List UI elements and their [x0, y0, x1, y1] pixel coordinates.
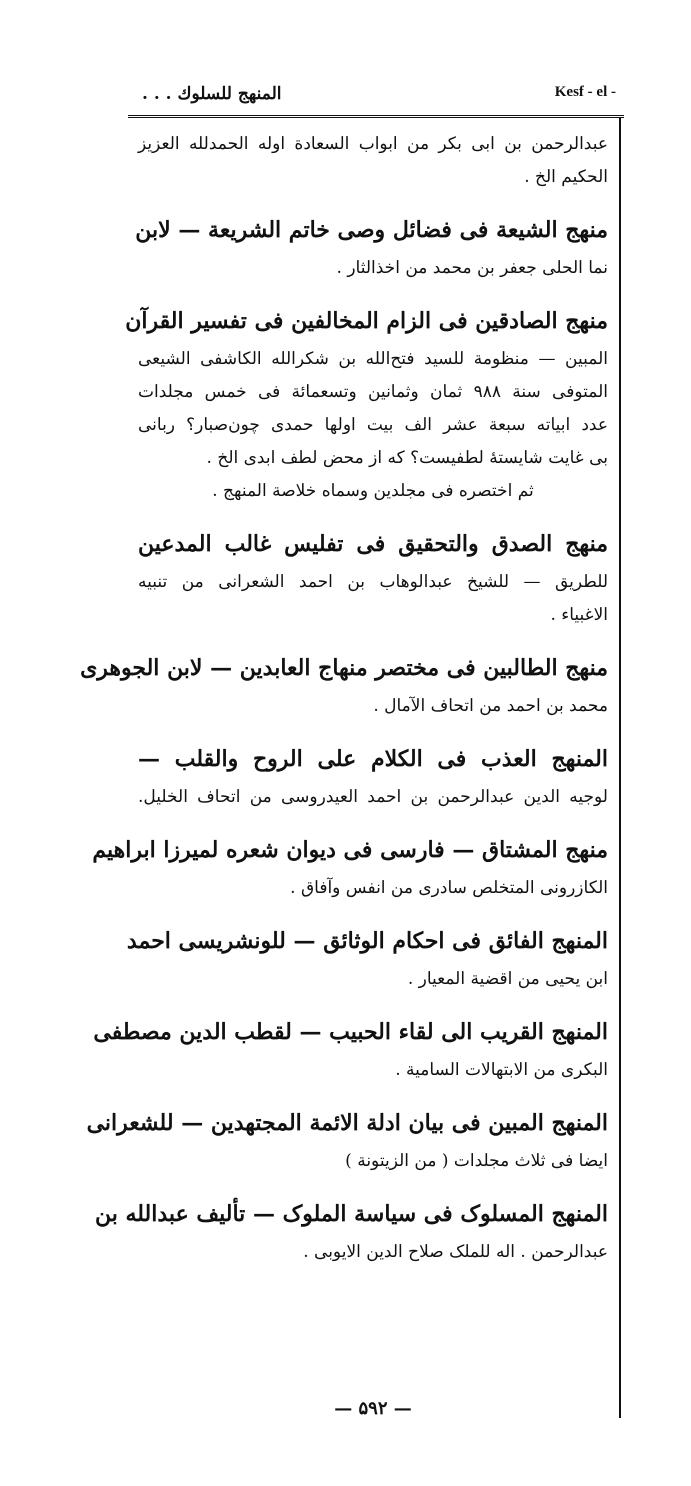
entry-text-line: ثم اختصره فی مجلدین وسماه خلاصة المنهج . — [212, 481, 534, 501]
bibliography-entry — [94, 1192, 608, 1269]
entry-text-line: نما الحلی جعفر بن محمد من اخذالثار . — [336, 258, 608, 278]
entry-heading-line: المنهج الفائق فی احکام الوثائق — للونشریسی احمد — [126, 928, 608, 954]
bibliography-entry — [138, 128, 608, 194]
entry-heading-line: منهج المشتاق — فارسی فی دیوان شعره لمیرزا ابراهیم — [92, 837, 608, 863]
entry-heading-line: منهج الشیعة فی فضائل وصی خاتم الشریعة — لابن — [135, 217, 608, 243]
entry-text-line: ایضا فی ثلاث مجلدات ( من الزیتونة ) — [345, 1151, 608, 1171]
bibliography-entry — [126, 919, 608, 996]
running-title-latin: Kesf - el - — [554, 84, 616, 100]
entries-list — [80, 128, 608, 1283]
entry-heading-line: المنهج العذب فی الکلام علی الروح والقلب — — [138, 746, 608, 772]
bibliography-entry — [135, 208, 608, 285]
entry-text-line: الاغبیاء . — [550, 605, 608, 625]
bibliography-entry — [125, 299, 608, 508]
entry-heading-line: منهج الصدق والتحقیق فی تفلیس غالب المدعین — [138, 531, 608, 557]
entry-text-line: الکازرونی المتخلص سادری من انفس وآفاق . — [290, 878, 608, 898]
entry-text-line: عبدالرحمن . اله للملک صلاح الدین الایوبی . — [303, 1242, 608, 1262]
entry-text-line: بی غایت شایستهٔ لطفیست؟ که از محض لطف ابدی الخ . — [206, 448, 608, 468]
entry-text-line: الحکیم الخ . — [524, 167, 608, 187]
entry-text-line: لوجیه الدین عبدالرحمن بن احمد العیدروسی من اتحاف الخلیل. — [138, 787, 608, 807]
bibliography-entry — [80, 646, 608, 723]
entry-text-line: للطریق — للشیخ عبدالوهاب بن احمد الشعرانی من تنبیه — [138, 572, 608, 592]
bibliography-entry — [93, 1010, 608, 1087]
bibliography-entry — [92, 828, 608, 905]
entry-text-line: المبین — منظومة للسید فتح‌الله بن شکرالله الکاشفی الشیعی — [138, 349, 608, 369]
entry-heading-line: منهج الطالبین فی مختصر منهاج العابدین — لابن الجوهری — [80, 655, 608, 681]
bibliography-entry — [86, 1101, 608, 1178]
entry-text-line: المتوفی سنة ۹۸۸ ثمان وثمانین وتسعمائة فی خمس مجلدات — [138, 382, 608, 402]
bibliography-entry — [138, 737, 608, 814]
entry-heading-line: المنهج المسلوک فی سیاسة الملوک — تألیف عبدالله بن — [94, 1201, 608, 1227]
page-number: — ۵۹۲ — — [334, 1398, 412, 1419]
entry-text-line: البکری من الابتهالات السامیة . — [395, 1060, 608, 1080]
entry-text-line: محمد بن احمد من اتحاف الآمال . — [373, 696, 608, 716]
entry-text-line: ابن یحیی من اقضیة المعیار . — [407, 969, 608, 989]
entry-heading-line: المنهج القریب الی لقاء الحبیب — لقطب الدین مصطفی — [93, 1019, 608, 1045]
entry-text-line: عدد ابیاته سبعة عشر الف بیت اولها حمدی چون‌صبار؟ ربانی — [138, 415, 608, 435]
entry-text-line: عبدالرحمن بن ابی بکر من ابواب السعادة اوله الحمدلله العزیز — [138, 134, 608, 154]
entry-heading-line: منهج الصادقین فی الزام المخالفین فی تفسیر القرآن — [125, 308, 608, 334]
margin-rule — [619, 118, 621, 1418]
header-double-rule — [128, 115, 624, 118]
entry-heading-line: المنهج المبین فی بیان ادلة الائمة المجتهدین — للشعرانی — [86, 1110, 608, 1136]
page-header — [130, 80, 624, 114]
running-title-arabic: المنهج للسلوك . . . — [142, 84, 282, 104]
bibliography-entry — [138, 522, 608, 632]
